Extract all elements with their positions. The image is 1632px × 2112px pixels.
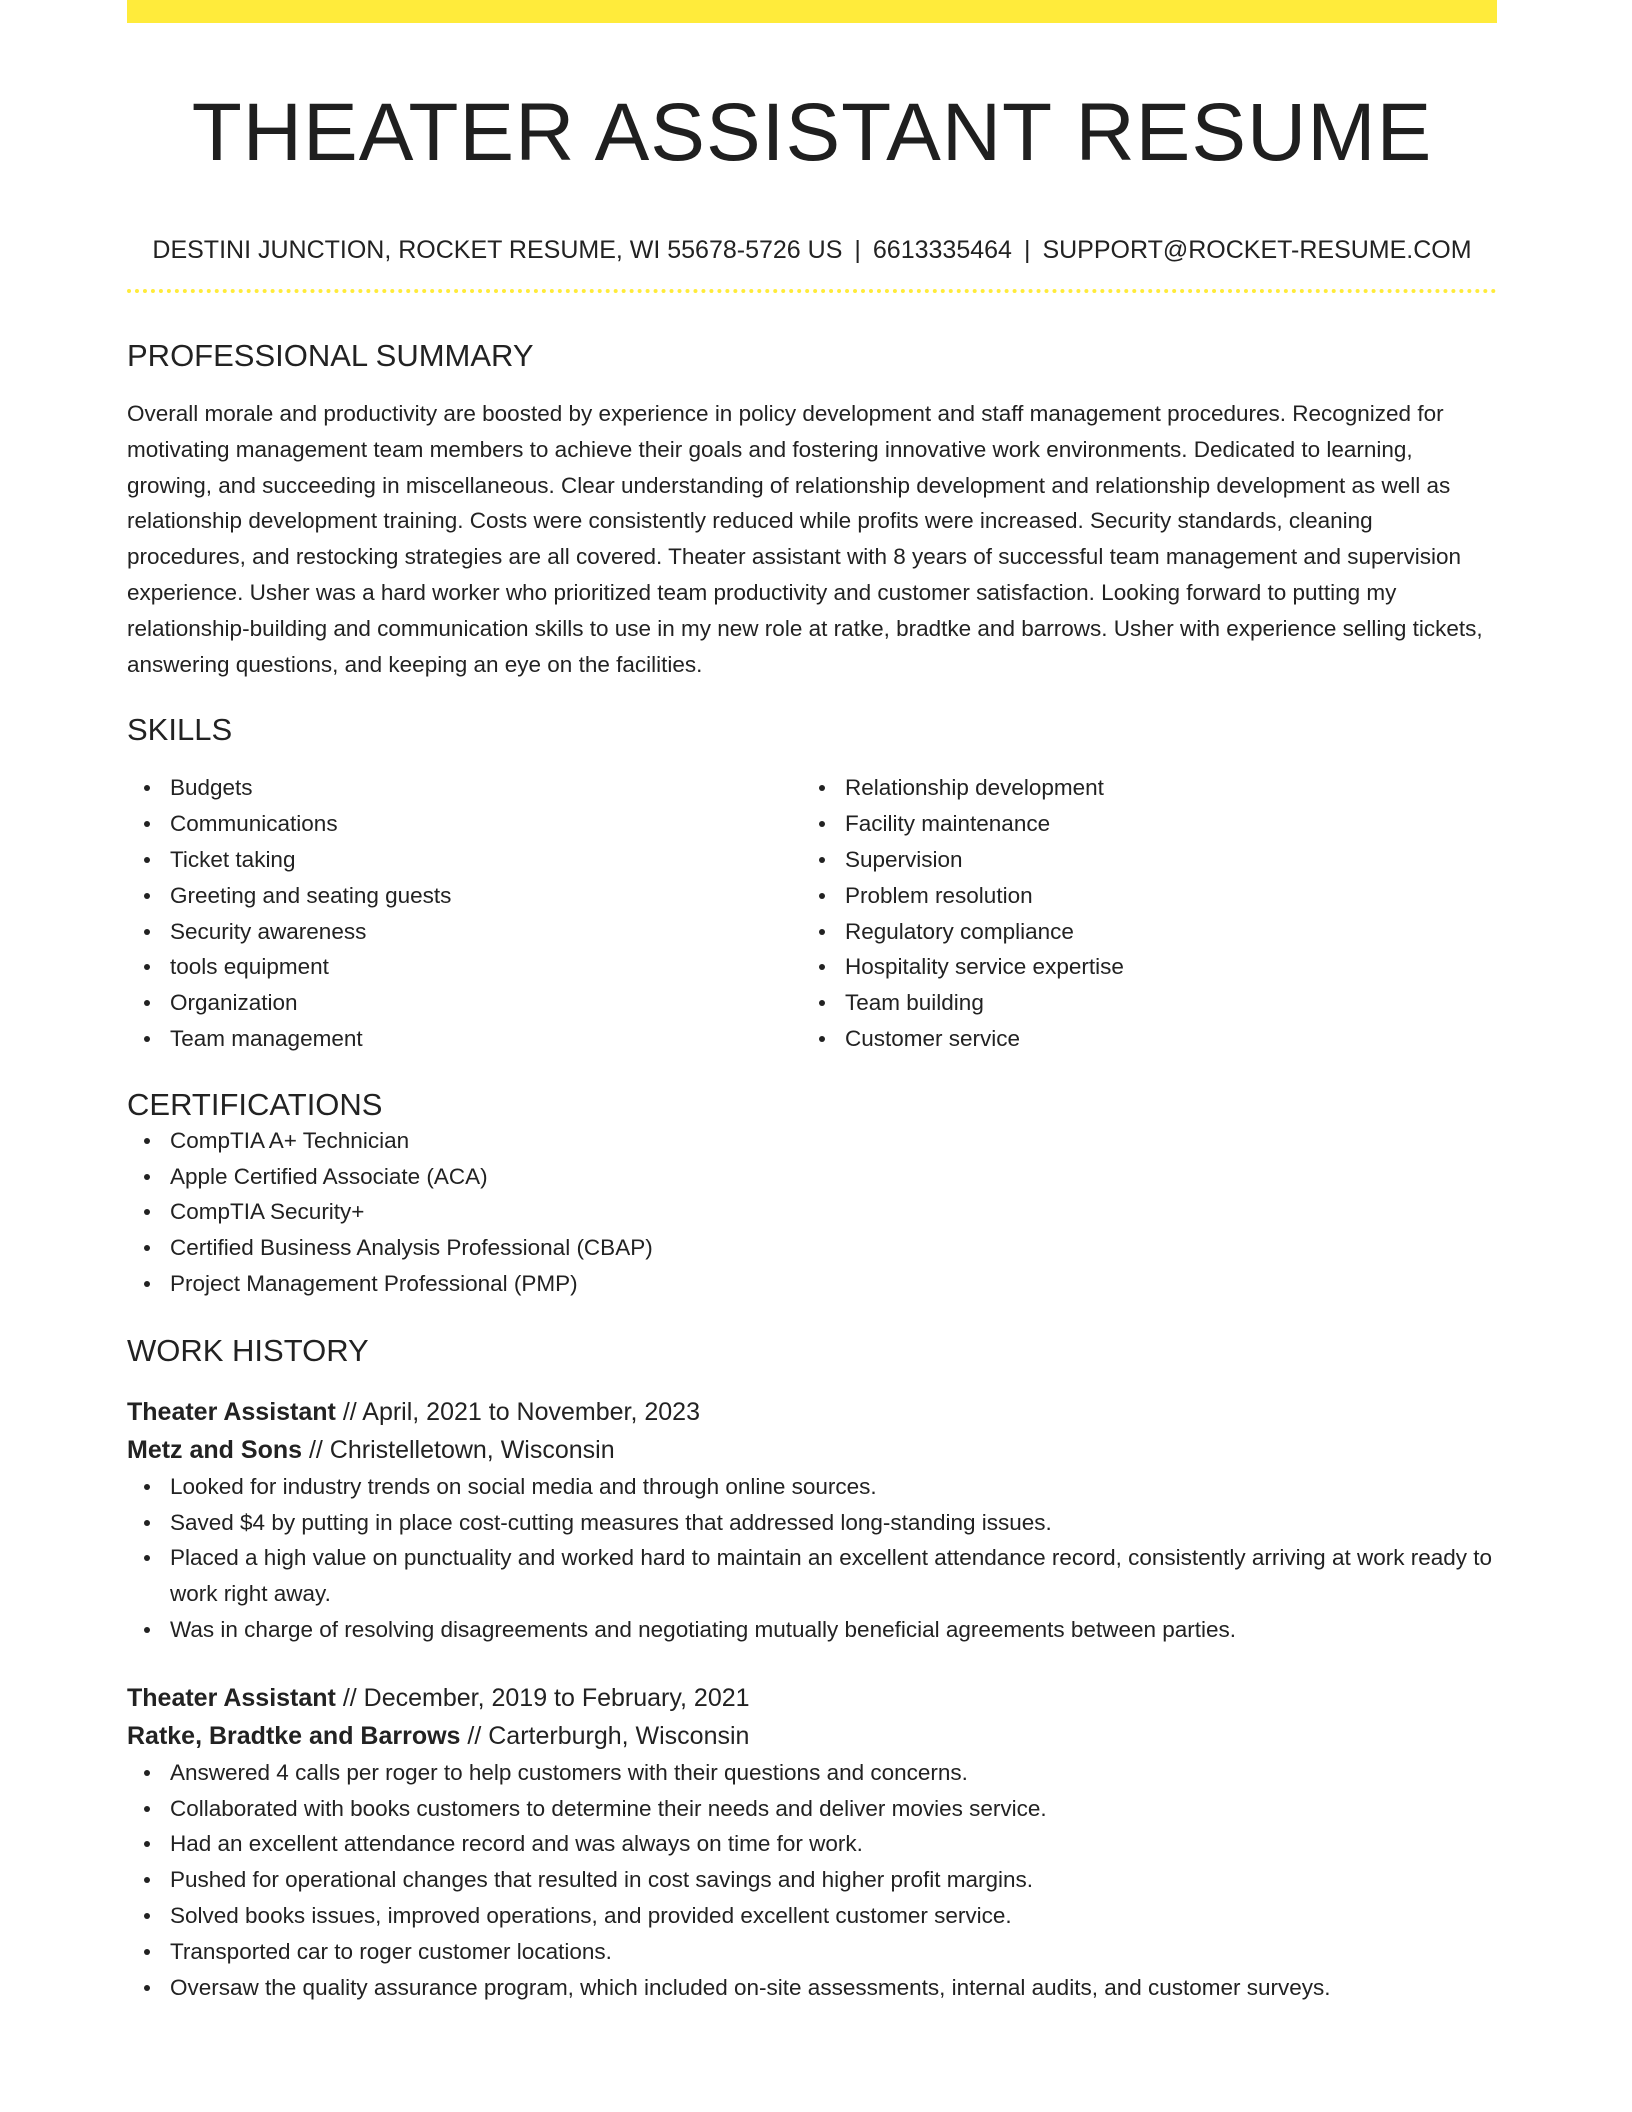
bullet-icon [144,1174,150,1180]
job-bullet [170,1505,1497,1541]
skill-item [845,842,1477,878]
resume-page [127,0,1497,2005]
bullet-icon [144,1770,150,1776]
job-bullet-text: Looked for industry trends on social media and through online sources. [170,1473,877,1499]
job-company-line [127,1717,1497,1755]
skills-column-right [802,770,1477,1056]
skill-label: tools equipment [170,954,329,980]
skill-item [170,914,802,950]
skill-label: Security awareness [170,918,367,944]
job-bullet-text: Transported car to roger customer locations. [170,1938,612,1964]
skills-list-left [127,770,802,1056]
job-role: Theater Assistant [127,1683,336,1712]
skill-item [170,1021,802,1057]
certification-item [170,1159,1497,1195]
contact-email: SUPPORT@ROCKET-RESUME.COM [1042,236,1472,264]
bullet-icon [144,1245,150,1251]
skill-item [170,878,802,914]
bullet-icon [819,785,825,791]
job-location: // Christelletown, Wisconsin [302,1435,615,1464]
job-bullet [170,1469,1497,1505]
job-bullet-text: Oversaw the quality assurance program, which included on-site assessments, internal audits, and customer surveys. [170,1974,1331,2000]
job-role-line [127,1393,1497,1431]
bullet-icon [144,1281,150,1287]
skill-label: Regulatory compliance [845,918,1074,944]
job-bullet-text: Collaborated with books customers to determine their needs and deliver movies service. [170,1795,1047,1821]
skill-item [845,949,1477,985]
job-role: Theater Assistant [127,1397,336,1426]
bullet-icon [144,1484,150,1490]
skill-item [170,842,802,878]
certification-item [170,1266,1497,1302]
skill-label: Supervision [845,846,963,872]
skill-item [170,770,802,806]
skill-label: Ticket taking [170,846,296,872]
summary-heading: PROFESSIONAL SUMMARY [127,338,534,373]
skill-label: Hospitality service expertise [845,954,1124,980]
contact-separator: | [854,236,861,264]
bullet-icon [819,964,825,970]
certification-label: CompTIA A+ Technician [170,1127,410,1153]
job-entry [127,1679,1497,2006]
bullet-icon [144,1627,150,1633]
job-bullet [170,1540,1497,1612]
job-bullet [170,1970,1497,2006]
skill-item [170,806,802,842]
job-company: Ratke, Bradtke and Barrows [127,1721,461,1750]
job-bullet [170,1862,1497,1898]
skills-column-left [127,770,802,1056]
job-dates: // April, 2021 to November, 2023 [335,1397,700,1426]
bullet-icon [144,1841,150,1847]
skill-item [170,949,802,985]
job-bullet [170,1898,1497,1934]
skill-label: Team building [845,990,984,1016]
job-bullet [170,1755,1497,1791]
bullet-icon [144,1555,150,1561]
skill-item [845,770,1477,806]
job-location: // Carterburgh, Wisconsin [460,1721,750,1750]
job-bullet-text: Placed a high value on punctuality and worked hard to maintain an excellent attendance record, consistently arriving at work ready to work right away. [170,1545,1493,1607]
skill-label: Greeting and seating guests [170,882,452,908]
job-entry [127,1393,1497,1648]
certification-label: CompTIA Security+ [170,1199,365,1225]
skill-label: Customer service [845,1025,1021,1051]
job-company: Metz and Sons [127,1435,303,1464]
skill-label: Communications [170,811,338,837]
certification-item [170,1123,1497,1159]
skill-item [170,985,802,1021]
job-bullet-text: Answered 4 calls per roger to help customers with their questions and concerns. [170,1759,968,1785]
job-bullet-list [127,1755,1497,2006]
job-bullet [170,1934,1497,1970]
bullet-icon [144,1913,150,1919]
skill-item [845,878,1477,914]
certification-item [170,1194,1497,1230]
bullet-icon [819,1036,825,1042]
certification-label: Project Management Professional (PMP) [170,1270,578,1296]
job-bullet [170,1826,1497,1862]
certification-item [170,1230,1497,1266]
skill-item [845,806,1477,842]
job-company-line [127,1431,1497,1469]
skills-list-right [802,770,1477,1056]
accent-bar [127,0,1497,23]
job-bullet-text: Had an excellent attendance record and was always on time for work. [170,1831,863,1857]
bullet-icon [144,1209,150,1215]
skill-label: Problem resolution [845,882,1033,908]
contact-line [127,235,1497,265]
skill-label: Team management [170,1025,363,1051]
bullet-icon [144,1000,150,1006]
bullet-icon [144,1806,150,1812]
skills-heading: SKILLS [127,712,233,748]
job-bullet-text: Pushed for operational changes that resulted in cost savings and higher profit margins. [170,1867,1034,1893]
skill-item [845,985,1477,1021]
skill-label: Budgets [170,775,253,801]
job-header [127,1679,1497,1755]
bullet-icon [819,1000,825,1006]
skill-item [845,1021,1477,1057]
skill-item [845,914,1477,950]
page-title: THEATER ASSISTANT RESUME [191,87,1433,178]
bullet-icon [819,821,825,827]
job-bullet [170,1612,1497,1648]
bullet-icon [144,821,150,827]
job-role-line [127,1679,1497,1717]
job-bullet-text: Solved books issues, improved operations, and provided excellent customer service. [170,1902,1012,1928]
summary-text: Overall morale and productivity are boosted by experience in policy development and staff management procedures. Recognized for motivating management team members to achieve their goals and fostering innovative work environments. Dedicated to learning, growing, and succeeding in miscellaneous. Clear understanding of relationship development and relationship development as well as relationship development training. Costs were consistently reduced while profits were increased. Security standards, cleaning procedures, and restocking strategies are all covered. Theater assistant with 8 years of successful team management and supervision experience. Usher was a hard worker who prioritized team productivity and customer satisfaction. Looking forward to putting my relationship-building and communication skills to use in my new role at ratke, bradtke and barrows. Usher with experience selling tickets, answering questions, and keeping an eye on the facilities. [127,401,1483,677]
contact-phone: 6613335464 [872,236,1012,264]
bullet-icon [144,1877,150,1883]
bullet-icon [144,1138,150,1144]
job-bullet-list [127,1469,1497,1648]
dotted-divider [127,289,1497,293]
bullet-icon [144,1985,150,1991]
job-bullet [170,1791,1497,1827]
work-history-heading: WORK HISTORY [127,1332,369,1368]
certification-label: Apple Certified Associate (ACA) [170,1163,488,1189]
contact-separator: | [1023,236,1031,264]
bullet-icon [144,785,150,791]
certifications-heading: CERTIFICATIONS [127,1086,383,1122]
skill-label: Facility maintenance [845,811,1051,837]
bullet-icon [144,1949,150,1955]
bullet-icon [819,857,825,863]
bullet-icon [144,929,150,935]
bullet-icon [144,893,150,899]
job-dates: // December, 2019 to February, 2021 [335,1683,750,1712]
certification-label: Certified Business Analysis Professional (CBAP) [170,1235,653,1261]
skill-label: Relationship development [845,775,1104,801]
skill-label: Organization [170,990,298,1016]
contact-address: DESTINI JUNCTION, ROCKET RESUME, WI 55678-5726 US [152,236,843,264]
bullet-icon [819,893,825,899]
bullet-icon [144,1520,150,1526]
bullet-icon [819,929,825,935]
job-bullet-text: Saved $4 by putting in place cost-cutting measures that addressed long-standing issues. [170,1509,1052,1535]
bullet-icon [144,964,150,970]
job-header [127,1393,1497,1469]
bullet-icon [144,1036,150,1042]
job-bullet-text: Was in charge of resolving disagreements and negotiating mutually beneficial agreements between parties. [170,1616,1237,1642]
skills-grid [127,770,1497,1056]
certifications-list [127,1123,1497,1302]
bullet-icon [144,857,150,863]
